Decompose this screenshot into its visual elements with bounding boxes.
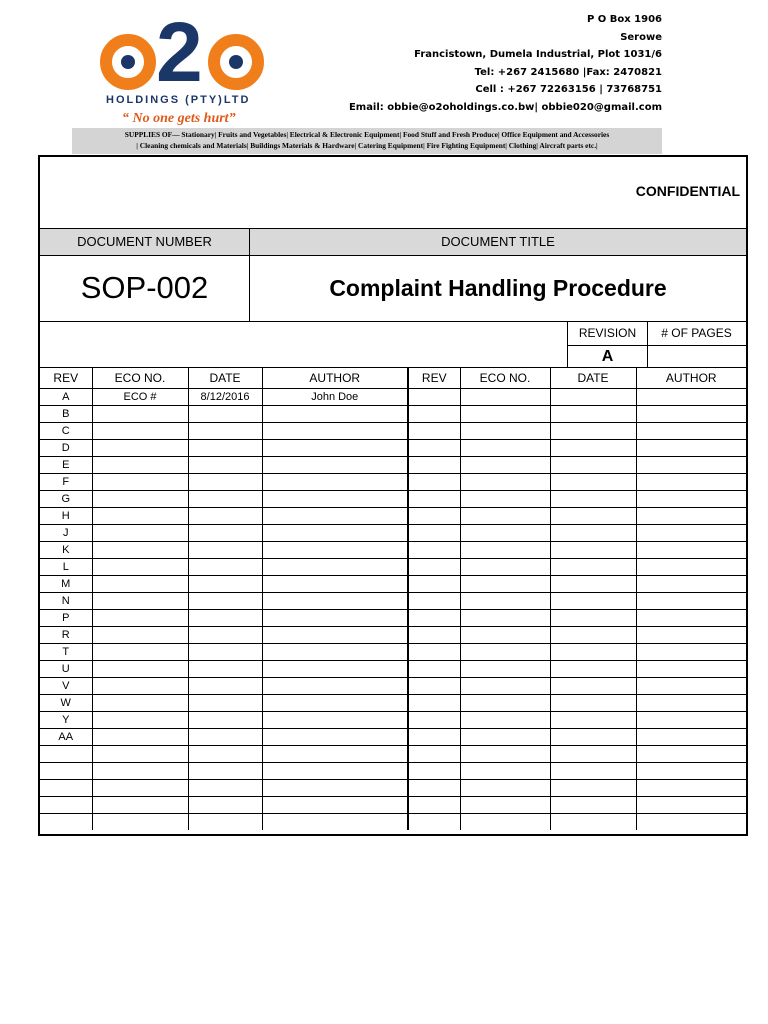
table-cell (460, 440, 550, 457)
table-cell: D (40, 440, 92, 457)
table-cell (92, 712, 188, 729)
column-header: REV (40, 368, 92, 389)
table-cell (460, 491, 550, 508)
table-cell (188, 780, 262, 797)
table-cell (460, 746, 550, 763)
table-cell (188, 406, 262, 423)
table-cell (262, 423, 408, 440)
table-row (40, 797, 746, 814)
table-cell (636, 763, 746, 780)
table-cell: T (40, 644, 92, 661)
table-cell (460, 627, 550, 644)
table-cell (92, 661, 188, 678)
table-cell (408, 780, 460, 797)
table-cell (188, 695, 262, 712)
table-cell (460, 763, 550, 780)
table-cell (550, 746, 636, 763)
table-cell (550, 729, 636, 746)
table-cell (460, 695, 550, 712)
table-cell (262, 661, 408, 678)
table-cell (92, 474, 188, 491)
table-cell (550, 559, 636, 576)
table-cell (92, 678, 188, 695)
table-cell (408, 678, 460, 695)
table-row (40, 423, 746, 440)
supplies-line: | Cleaning chemicals and Materials| Buildings Materials & Hardware| Catering Equipment| Fire Fighting Equipment| Clothing| Aircraft parts etc.| (136, 141, 598, 150)
table-cell (550, 695, 636, 712)
table-cell (92, 593, 188, 610)
table-cell (262, 763, 408, 780)
table-cell (636, 610, 746, 627)
table-cell (262, 729, 408, 746)
table-cell (636, 746, 746, 763)
table-row (40, 593, 746, 610)
column-header: AUTHOR (262, 368, 408, 389)
table-cell (460, 661, 550, 678)
table-cell (92, 559, 188, 576)
table-cell (262, 814, 408, 831)
table-row (40, 763, 746, 780)
table-cell (550, 712, 636, 729)
doc-number: SOP-002 (40, 255, 250, 321)
logo-o-left (100, 34, 156, 90)
table-header-row (40, 368, 746, 389)
table-cell (408, 576, 460, 593)
column-header: DATE (188, 368, 262, 389)
table-row (40, 627, 746, 644)
table-cell (636, 627, 746, 644)
table-cell (550, 661, 636, 678)
table-cell (636, 644, 746, 661)
table-cell (262, 457, 408, 474)
table-cell (550, 593, 636, 610)
table-row (40, 474, 746, 491)
table-cell (408, 440, 460, 457)
table-cell: R (40, 627, 92, 644)
contact-line: Tel: +267 2415680 |Fax: 2470821 (474, 66, 662, 78)
table-cell (550, 814, 636, 831)
table-cell (636, 559, 746, 576)
revision-label: REVISION (567, 322, 648, 346)
table-cell (262, 678, 408, 695)
table-cell (550, 508, 636, 525)
table-cell: H (40, 508, 92, 525)
table-cell (188, 423, 262, 440)
table-cell (188, 508, 262, 525)
table-cell (188, 457, 262, 474)
table-cell (460, 576, 550, 593)
table-cell (92, 440, 188, 457)
table-cell (40, 780, 92, 797)
table-cell (550, 610, 636, 627)
table-cell (408, 644, 460, 661)
table-cell (262, 576, 408, 593)
table-cell (636, 542, 746, 559)
table-cell (636, 729, 746, 746)
table-cell (262, 491, 408, 508)
table-cell (408, 525, 460, 542)
pages-label: # OF PAGES (647, 322, 746, 346)
table-row (40, 440, 746, 457)
table-cell (550, 627, 636, 644)
table-row (40, 610, 746, 627)
doc-title: Complaint Handling Procedure (329, 275, 667, 301)
table-cell (92, 406, 188, 423)
table-cell (460, 780, 550, 797)
table-cell (636, 525, 746, 542)
table-cell (40, 814, 92, 831)
table-row (40, 814, 746, 831)
column-header: ECO NO. (460, 368, 550, 389)
table-row (40, 661, 746, 678)
table-cell (188, 797, 262, 814)
supplies-banner (72, 128, 662, 154)
table-cell (636, 576, 746, 593)
table-cell: E (40, 457, 92, 474)
table-cell: N (40, 593, 92, 610)
table-cell (262, 542, 408, 559)
table-cell (188, 610, 262, 627)
table-cell: P (40, 610, 92, 627)
table-cell (460, 474, 550, 491)
table-cell (550, 576, 636, 593)
table-cell (460, 712, 550, 729)
table-cell (636, 661, 746, 678)
table-cell (40, 797, 92, 814)
table-cell (460, 644, 550, 661)
table-row (40, 508, 746, 525)
contact-block (349, 11, 662, 116)
table-cell (262, 508, 408, 525)
table-cell (92, 746, 188, 763)
table-cell (636, 695, 746, 712)
table-cell (262, 559, 408, 576)
table-cell (636, 491, 746, 508)
table-cell (460, 389, 550, 406)
table-cell: F (40, 474, 92, 491)
table-row (40, 746, 746, 763)
table-cell (636, 814, 746, 831)
contact-line: Cell : +267 72263156 | 73768751 (475, 84, 662, 95)
table-cell (188, 525, 262, 542)
logo-o-right (208, 34, 264, 90)
table-cell (550, 644, 636, 661)
table-cell (92, 542, 188, 559)
table-cell (408, 542, 460, 559)
table-cell (188, 763, 262, 780)
table-cell (408, 559, 460, 576)
table-cell (460, 797, 550, 814)
table-row (40, 491, 746, 508)
doc-number-label: DOCUMENT NUMBER (40, 229, 250, 255)
table-cell (92, 797, 188, 814)
table-cell (188, 576, 262, 593)
table-cell (262, 440, 408, 457)
table-cell (636, 797, 746, 814)
table-cell (188, 746, 262, 763)
column-header: DATE (550, 368, 636, 389)
table-cell (408, 457, 460, 474)
table-cell (460, 610, 550, 627)
table-cell (408, 593, 460, 610)
table-cell (188, 491, 262, 508)
table-cell (262, 474, 408, 491)
table-cell (262, 525, 408, 542)
table-cell (460, 406, 550, 423)
table-cell (550, 797, 636, 814)
table-cell (262, 797, 408, 814)
table-row (40, 712, 746, 729)
table-row (40, 559, 746, 576)
contact-line: P O Box 1906 (586, 14, 662, 25)
table-row (40, 729, 746, 746)
table-cell: J (40, 525, 92, 542)
table-cell (188, 814, 262, 831)
table-cell: W (40, 695, 92, 712)
table-cell (550, 542, 636, 559)
table-cell (188, 593, 262, 610)
column-header: AUTHOR (636, 368, 746, 389)
table-cell (92, 814, 188, 831)
table-cell (636, 780, 746, 797)
logo-two: 2 (156, 5, 203, 99)
table-cell (550, 457, 636, 474)
table-cell (408, 389, 460, 406)
table-row (40, 525, 746, 542)
table-cell: K (40, 542, 92, 559)
letterhead (72, 5, 662, 153)
table-cell (92, 610, 188, 627)
table-cell: 8/12/2016 (188, 389, 262, 406)
table-cell: Y (40, 712, 92, 729)
table-cell: John Doe (262, 389, 408, 406)
table-cell (92, 525, 188, 542)
table-cell (550, 780, 636, 797)
table-cell: U (40, 661, 92, 678)
table-cell: M (40, 576, 92, 593)
table-cell (636, 423, 746, 440)
table-cell (188, 474, 262, 491)
table-cell: AA (40, 729, 92, 746)
company-logo (96, 5, 266, 100)
table-cell: A (40, 389, 92, 406)
supplies-line: SUPPLIES OF— Stationary| Fruits and Vegetables| Electrical & Electronic Equipment| Food Stuff and Fresh Produce| Office Equipment and Accessories (124, 130, 610, 139)
table-cell (550, 440, 636, 457)
table-row (40, 457, 746, 474)
table-row (40, 406, 746, 423)
table-cell: C (40, 423, 92, 440)
table-cell (262, 746, 408, 763)
table-cell (262, 712, 408, 729)
table-cell (408, 610, 460, 627)
table-row (40, 780, 746, 797)
table-cell (460, 508, 550, 525)
table-cell (460, 678, 550, 695)
table-cell (550, 423, 636, 440)
table-cell (550, 491, 636, 508)
table-row (40, 542, 746, 559)
table-cell (460, 525, 550, 542)
table-cell (92, 423, 188, 440)
table-cell: B (40, 406, 92, 423)
table-cell (636, 474, 746, 491)
table-cell (460, 559, 550, 576)
table-cell: V (40, 678, 92, 695)
table-cell (636, 678, 746, 695)
table-cell (636, 593, 746, 610)
table-cell: ECO # (92, 389, 188, 406)
table-cell (262, 644, 408, 661)
table-cell (262, 627, 408, 644)
table-cell (92, 763, 188, 780)
table-row (40, 644, 746, 661)
table-cell (460, 542, 550, 559)
table-cell (262, 610, 408, 627)
table-cell (92, 627, 188, 644)
table-cell (408, 491, 460, 508)
table-cell (460, 729, 550, 746)
table-cell (408, 474, 460, 491)
table-cell (408, 423, 460, 440)
table-row (40, 678, 746, 695)
table-cell (40, 746, 92, 763)
table-cell (408, 729, 460, 746)
table-cell (550, 474, 636, 491)
table-cell (40, 763, 92, 780)
table-cell (408, 746, 460, 763)
revision-value: A (567, 346, 648, 367)
table-cell (636, 389, 746, 406)
table-cell (262, 695, 408, 712)
table-cell (408, 814, 460, 831)
table-cell (262, 406, 408, 423)
table-cell (408, 627, 460, 644)
table-row (40, 695, 746, 712)
contact-line: Serowe (620, 31, 662, 43)
table-cell (460, 423, 550, 440)
table-cell (460, 457, 550, 474)
table-cell (92, 729, 188, 746)
table-cell (408, 406, 460, 423)
column-header: REV (408, 368, 460, 389)
revision-history-table (40, 367, 746, 830)
table-cell (550, 525, 636, 542)
table-cell (92, 457, 188, 474)
document-control-form (38, 155, 748, 836)
table-cell (188, 712, 262, 729)
table-cell (460, 593, 550, 610)
table-cell (188, 729, 262, 746)
table-cell (92, 695, 188, 712)
table-cell (92, 508, 188, 525)
table-row (40, 389, 746, 406)
table-cell (262, 780, 408, 797)
company-name: HOLDINGS (PTY)LTD (106, 94, 251, 106)
table-cell (188, 678, 262, 695)
header-row (40, 228, 746, 256)
table-cell (550, 406, 636, 423)
table-cell (636, 508, 746, 525)
table-cell (408, 797, 460, 814)
company-slogan: “ No one gets hurt” (122, 111, 236, 126)
table-cell (550, 763, 636, 780)
table-cell (262, 593, 408, 610)
table-cell (92, 491, 188, 508)
table-cell (408, 763, 460, 780)
table-cell (188, 644, 262, 661)
table-cell (188, 542, 262, 559)
table-cell (636, 406, 746, 423)
table-cell (188, 559, 262, 576)
table-row (40, 576, 746, 593)
confidential-label: CONFIDENTIAL (635, 183, 740, 199)
table-cell (408, 695, 460, 712)
column-header: ECO NO. (92, 368, 188, 389)
table-cell (188, 661, 262, 678)
doc-title-label: DOCUMENT TITLE (441, 234, 555, 249)
table-cell: L (40, 559, 92, 576)
table-cell (408, 508, 460, 525)
contact-line: Francistown, Dumela Industrial, Plot 1031/6 (414, 49, 662, 60)
table-cell (188, 440, 262, 457)
table-cell (550, 678, 636, 695)
table-cell (636, 457, 746, 474)
table-cell (636, 440, 746, 457)
table-cell (92, 780, 188, 797)
table-cell (636, 712, 746, 729)
contact-email: Email: obbie@o2oholdings.co.bw| obbie020@gmail.com (348, 101, 662, 113)
table-cell (408, 712, 460, 729)
table-cell (92, 576, 188, 593)
table-cell (550, 389, 636, 406)
table-cell (408, 661, 460, 678)
table-cell (460, 814, 550, 831)
table-cell: G (40, 491, 92, 508)
table-cell (92, 644, 188, 661)
table-cell (188, 627, 262, 644)
